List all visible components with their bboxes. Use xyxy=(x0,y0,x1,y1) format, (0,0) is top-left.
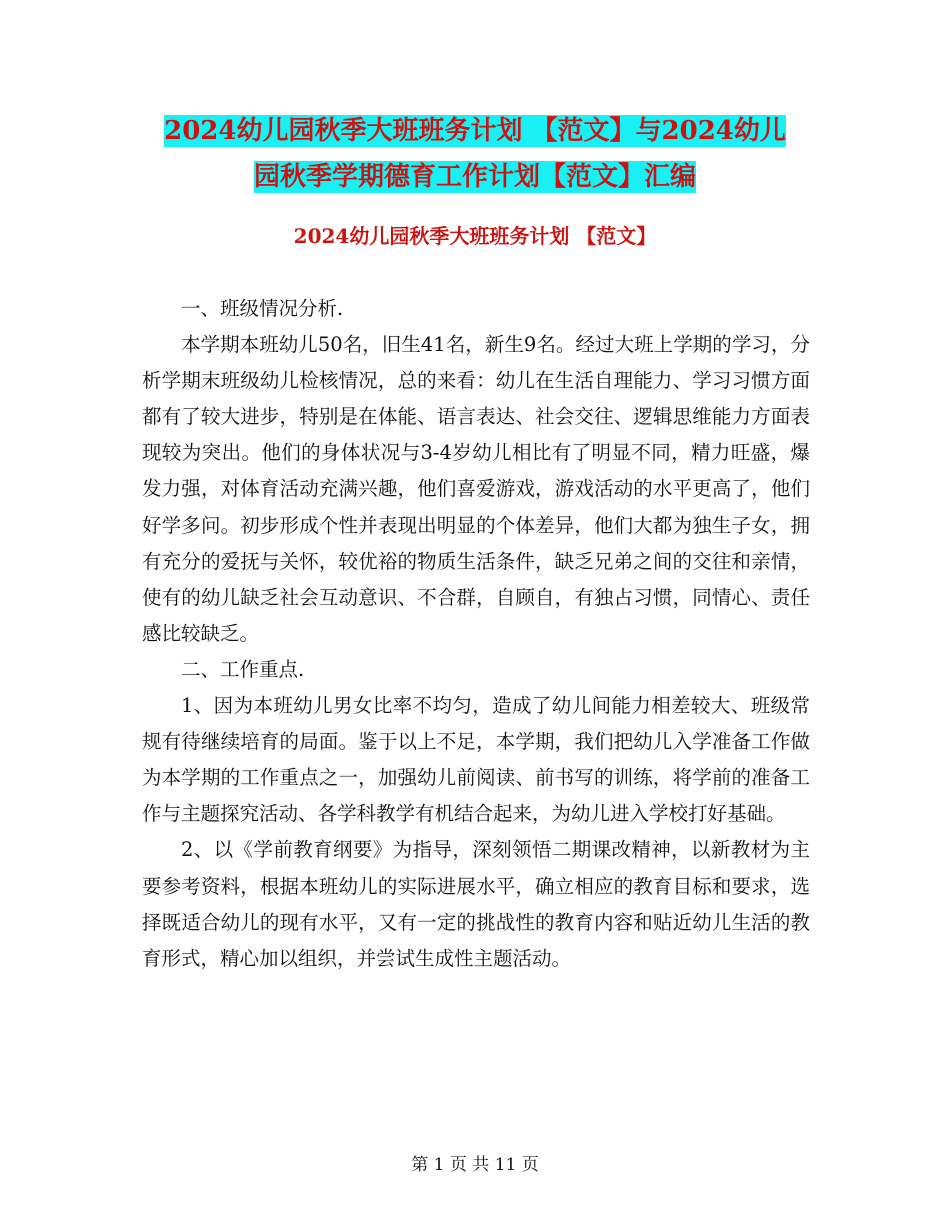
paragraph-work-focus-1: 1、因为本班幼儿男女比率不均匀，造成了幼儿间能力相差较大、班级常规有待继续培育的局面。鉴于以上不足，本学期，我们把幼儿入学准备工作做为本学期的工作重点之一，加强幼儿前阅读、前书写的训练，将学前的准备工作与主题探究活动、各学科教学有机结合起来，为幼儿进入学校打好基础。 xyxy=(142,694,810,826)
section-title: 2024幼儿园秋季大班班务计划 【范文】 xyxy=(293,224,657,248)
document-title xyxy=(120,108,830,200)
page-footer: 第 1 页 共 11 页 xyxy=(411,1155,539,1175)
paragraph-work-focus-2: 2、以《学前教育纲要》为指导，深刻领悟二期课改精神，以新教材为主要参考资料，根据本班幼儿的实际进展水平，确立相应的教育目标和要求，选择既适合幼儿的现有水平，又有一定的挑战性的教育内容和贴近幼儿生活的教育形式，精心加以组织，并尝试生成性主题活动。 xyxy=(142,838,810,970)
document-body xyxy=(142,291,810,977)
title-line-2: 园秋季学期德育工作计划【范文】汇编 xyxy=(253,162,696,192)
title-line-1: 2024幼儿园秋季大班班务计划 【范文】与2024幼儿 xyxy=(164,116,786,146)
heading-work-focus: 二、工作重点. xyxy=(181,657,305,681)
paragraph-class-analysis: 本学期本班幼儿50名，旧生41名，新生9名。经过大班上学期的学习，分析学期末班级幼儿检核情况，总的来看：幼儿在生活自理能力、学习习惯方面都有了较大进步，特别是在体能、语言表达、社会交往、逻辑思维能力方面表现较为突出。他们的身体状况与3-4岁幼儿相比有了明显不同，精力旺盛，爆发力强，对体育活动充满兴趣，他们喜爱游戏，游戏活动的水平更高了，他们好学多问。初步形成个性并表现出明显的个体差异，他们大都为独生子女，拥有充分的爱抚与关怀，较优裕的物质生活条件，缺乏兄弟之间的交往和亲情，使有的幼儿缺乏社会互动意识、不合群，自顾自，有独占习惯，同情心、责任感比较缺乏。 xyxy=(142,333,810,645)
heading-class-analysis: 一、班级情况分析. xyxy=(181,297,344,320)
